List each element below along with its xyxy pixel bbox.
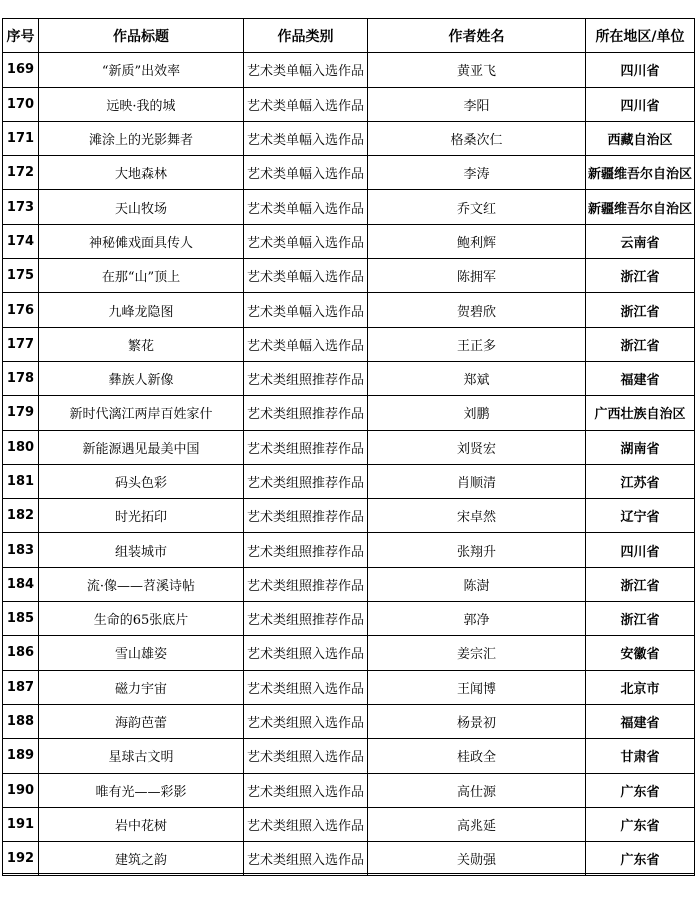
- cell-title: 组装城市: [39, 533, 244, 567]
- cell-author: 郭净: [368, 602, 586, 636]
- cell-seq: 173: [3, 190, 39, 224]
- header-category: 作品类别: [244, 19, 368, 53]
- cell-author: 关勋强: [368, 842, 586, 876]
- cell-category: 艺术类单幅入选作品: [244, 327, 368, 361]
- cell-region: 新疆维吾尔自治区: [586, 156, 695, 190]
- table-row: [3, 602, 695, 636]
- cell-category: 艺术类组照推荐作品: [244, 430, 368, 464]
- cell-category: 艺术类单幅入选作品: [244, 190, 368, 224]
- table-row: [3, 259, 695, 293]
- cell-author: 王闻博: [368, 670, 586, 704]
- cell-region: 四川省: [586, 87, 695, 121]
- cell-region: 浙江省: [586, 259, 695, 293]
- table-row: [3, 430, 695, 464]
- cell-category: 艺术类单幅入选作品: [244, 87, 368, 121]
- cell-category: 艺术类组照入选作品: [244, 807, 368, 841]
- cell-title: 雪山雄姿: [39, 636, 244, 670]
- cell-author: 高兆延: [368, 807, 586, 841]
- cell-category: 艺术类组照入选作品: [244, 739, 368, 773]
- cell-author: 张翔升: [368, 533, 586, 567]
- cell-author: 李阳: [368, 87, 586, 121]
- cell-seq: 183: [3, 533, 39, 567]
- cell-seq: 184: [3, 567, 39, 601]
- cell-seq: 178: [3, 361, 39, 395]
- cell-category: 艺术类组照入选作品: [244, 670, 368, 704]
- cell-title: 唯有光——彩影: [39, 773, 244, 807]
- cell-region: 福建省: [586, 704, 695, 738]
- header-seq: 序号: [3, 19, 39, 53]
- cell-region: 广东省: [586, 807, 695, 841]
- table-row: [3, 533, 695, 567]
- cell-author: 陈拥军: [368, 259, 586, 293]
- cell-seq: 181: [3, 464, 39, 498]
- table-row: [3, 190, 695, 224]
- cell-author: 高仕源: [368, 773, 586, 807]
- cell-author: 陈澍: [368, 567, 586, 601]
- table-row: [3, 807, 695, 841]
- cell-region: 江苏省: [586, 464, 695, 498]
- cell-region: 安徽省: [586, 636, 695, 670]
- cell-seq: 171: [3, 121, 39, 155]
- cell-region: 四川省: [586, 533, 695, 567]
- table-row: [3, 87, 695, 121]
- cell-category: 艺术类单幅入选作品: [244, 259, 368, 293]
- table-row: [3, 464, 695, 498]
- cell-title: 繁花: [39, 327, 244, 361]
- table-row: [3, 396, 695, 430]
- table-row: [3, 121, 695, 155]
- cell-seq: 188: [3, 704, 39, 738]
- cell-region: 浙江省: [586, 567, 695, 601]
- cell-seq: 189: [3, 739, 39, 773]
- cell-title: 海韵芭蕾: [39, 704, 244, 738]
- results-table: [2, 18, 695, 876]
- cell-seq: 175: [3, 259, 39, 293]
- cell-title: 流·像——苕溪诗帖: [39, 567, 244, 601]
- cell-title: 新时代漓江两岸百姓家什: [39, 396, 244, 430]
- cell-region: 湖南省: [586, 430, 695, 464]
- cell-category: 艺术类单幅入选作品: [244, 224, 368, 258]
- cell-category: 艺术类单幅入选作品: [244, 156, 368, 190]
- cell-title: 星球古文明: [39, 739, 244, 773]
- cell-seq: 170: [3, 87, 39, 121]
- header-author: 作者姓名: [368, 19, 586, 53]
- cell-category: 艺术类单幅入选作品: [244, 53, 368, 87]
- table-row: [3, 567, 695, 601]
- cell-category: 艺术类组照推荐作品: [244, 464, 368, 498]
- cell-seq: 172: [3, 156, 39, 190]
- cell-seq: 180: [3, 430, 39, 464]
- table-row: [3, 53, 695, 87]
- cell-seq: 190: [3, 773, 39, 807]
- cell-author: 桂政全: [368, 739, 586, 773]
- cell-author: 肖顺清: [368, 464, 586, 498]
- cell-author: 刘贤宏: [368, 430, 586, 464]
- table-row: [3, 773, 695, 807]
- cell-author: 郑斌: [368, 361, 586, 395]
- cell-title: 时光拓印: [39, 499, 244, 533]
- cell-region: 北京市: [586, 670, 695, 704]
- header-title: 作品标题: [39, 19, 244, 53]
- header-region: 所在地区/单位: [586, 19, 695, 53]
- table-row: [3, 156, 695, 190]
- cell-category: 艺术类组照推荐作品: [244, 396, 368, 430]
- table-row: [3, 499, 695, 533]
- cell-author: 杨景初: [368, 704, 586, 738]
- cell-category: 艺术类组照入选作品: [244, 842, 368, 876]
- cell-category: 艺术类组照推荐作品: [244, 533, 368, 567]
- cell-category: 艺术类组照入选作品: [244, 773, 368, 807]
- cell-title: 九峰龙隐图: [39, 293, 244, 327]
- cell-title: 磁力宇宙: [39, 670, 244, 704]
- cell-category: 艺术类组照推荐作品: [244, 499, 368, 533]
- cell-region: 浙江省: [586, 602, 695, 636]
- cell-author: 刘鹏: [368, 396, 586, 430]
- cell-title: 在那“山”顶上: [39, 259, 244, 293]
- cell-region: 甘肃省: [586, 739, 695, 773]
- cell-region: 云南省: [586, 224, 695, 258]
- cell-author: 李涛: [368, 156, 586, 190]
- cell-seq: 191: [3, 807, 39, 841]
- table-row: [3, 224, 695, 258]
- cell-seq: 182: [3, 499, 39, 533]
- table-header-row: [3, 19, 695, 53]
- cell-title: 新能源遇见最美中国: [39, 430, 244, 464]
- cell-title: 神秘傩戏面具传人: [39, 224, 244, 258]
- cell-seq: 187: [3, 670, 39, 704]
- cell-region: 广西壮族自治区: [586, 396, 695, 430]
- cell-title: 生命的65张底片: [39, 602, 244, 636]
- cell-seq: 179: [3, 396, 39, 430]
- cell-seq: 174: [3, 224, 39, 258]
- cell-region: 浙江省: [586, 293, 695, 327]
- cell-region: 四川省: [586, 53, 695, 87]
- cell-title: 岩中花树: [39, 807, 244, 841]
- cell-region: 浙江省: [586, 327, 695, 361]
- cell-title: 大地森林: [39, 156, 244, 190]
- cell-seq: 185: [3, 602, 39, 636]
- cell-seq: 177: [3, 327, 39, 361]
- cell-category: 艺术类单幅入选作品: [244, 121, 368, 155]
- bottom-border-line: [2, 873, 694, 874]
- cell-seq: 169: [3, 53, 39, 87]
- cell-title: 码头色彩: [39, 464, 244, 498]
- cell-category: 艺术类组照推荐作品: [244, 602, 368, 636]
- cell-title: 滩涂上的光影舞者: [39, 121, 244, 155]
- cell-author: 姜宗汇: [368, 636, 586, 670]
- cell-title: 天山牧场: [39, 190, 244, 224]
- cell-title: 彝族人新像: [39, 361, 244, 395]
- table-row: [3, 636, 695, 670]
- table-row: [3, 670, 695, 704]
- cell-category: 艺术类组照推荐作品: [244, 567, 368, 601]
- cell-title: 建筑之韵: [39, 842, 244, 876]
- cell-author: 王正多: [368, 327, 586, 361]
- cell-author: 贺碧欣: [368, 293, 586, 327]
- cell-region: 福建省: [586, 361, 695, 395]
- cell-author: 鲍利辉: [368, 224, 586, 258]
- cell-category: 艺术类组照入选作品: [244, 636, 368, 670]
- cell-author: 黄亚飞: [368, 53, 586, 87]
- cell-author: 乔文红: [368, 190, 586, 224]
- table-row: [3, 361, 695, 395]
- cell-seq: 176: [3, 293, 39, 327]
- table-row: [3, 704, 695, 738]
- cell-seq: 186: [3, 636, 39, 670]
- table-row: [3, 293, 695, 327]
- cell-category: 艺术类组照入选作品: [244, 704, 368, 738]
- cell-region: 广东省: [586, 842, 695, 876]
- cell-category: 艺术类组照推荐作品: [244, 361, 368, 395]
- cell-region: 西藏自治区: [586, 121, 695, 155]
- table-row: [3, 842, 695, 876]
- cell-author: 宋卓然: [368, 499, 586, 533]
- table-row: [3, 739, 695, 773]
- cell-author: 格桑次仁: [368, 121, 586, 155]
- cell-seq: 192: [3, 842, 39, 876]
- cell-region: 辽宁省: [586, 499, 695, 533]
- cell-region: 新疆维吾尔自治区: [586, 190, 695, 224]
- cell-region: 广东省: [586, 773, 695, 807]
- cell-title: “新质”出效率: [39, 53, 244, 87]
- table-row: [3, 327, 695, 361]
- cell-category: 艺术类单幅入选作品: [244, 293, 368, 327]
- cell-title: 远映·我的城: [39, 87, 244, 121]
